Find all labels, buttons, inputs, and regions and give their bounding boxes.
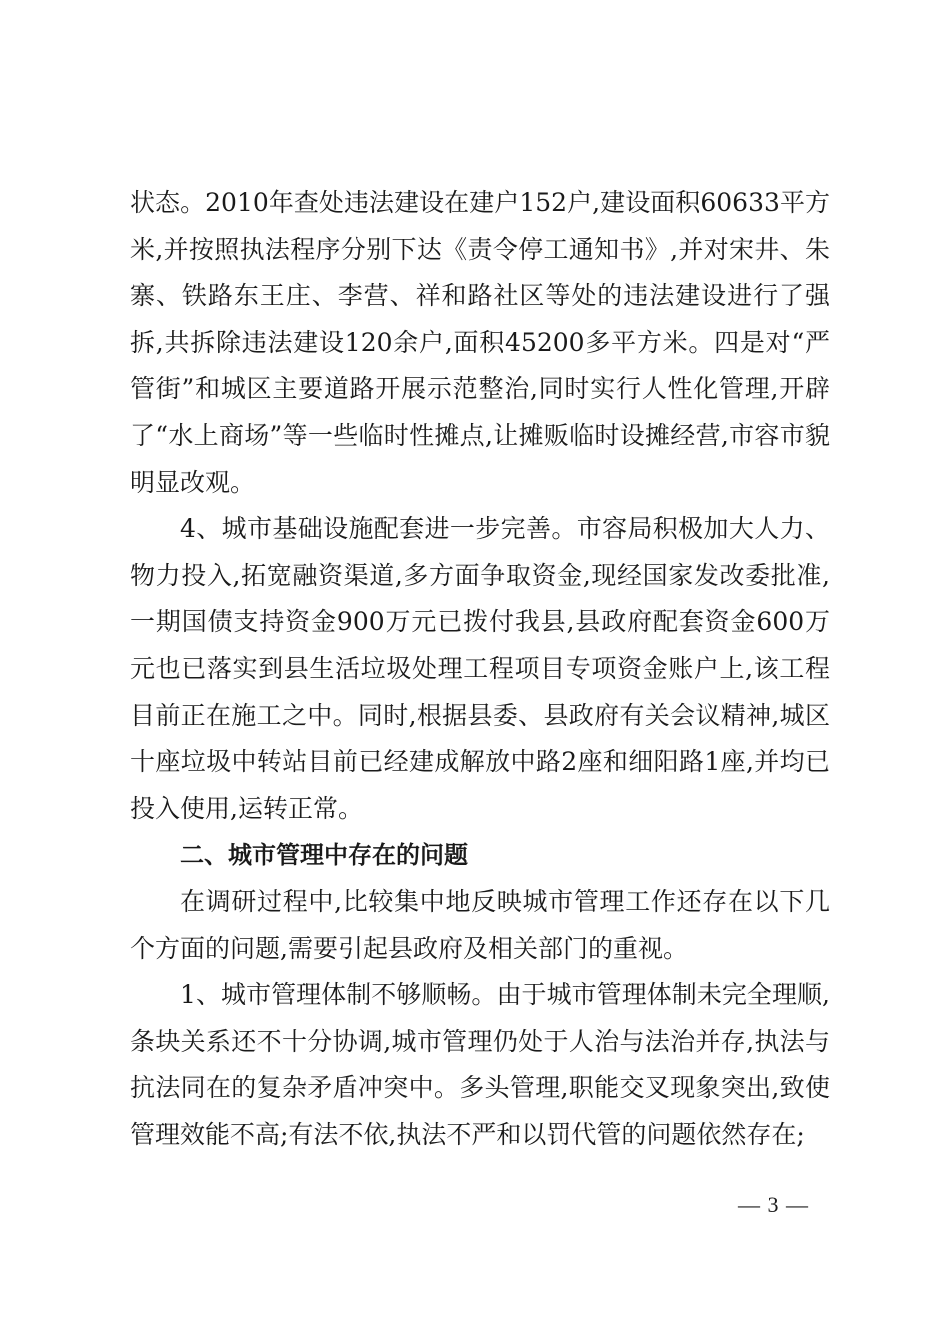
page-number: — 3 — [738, 1192, 809, 1217]
paragraph-item-4: 4、城市基础设施配套进一步完善。市容局积极加大人力、物力投入,拓宽融资渠道,多方面争取资金,现经国家发改委批准,一期国债支持资金900万元已拨付我县,县政府配套资金600万元也已落实到县生活垃圾处理工程项目专项资金账户上,该工程目前正在施工之中。同时,根据县委、县政府有关会议精神,城区十座垃圾中转站目前已经建成解放中路2座和细阳路1座,并均已投入使用,运转正常。 [130, 514, 830, 823]
paragraph-section-intro: 在调研过程中,比较集中地反映城市管理工作还存在以下几个方面的问题,需要引起县政府及相关部门的重视。 [130, 886, 830, 963]
paragraph-item-1: 1、城市管理体制不够顺畅。由于城市管理体制未完全理顺,条块关系还不十分协调,城市管理仍处于人治与法治并存,执法与抗法同在的复杂矛盾冲突中。多头管理,职能交叉现象突出,致使管理效能不高;有法不依,执法不严和以罚代管的问题依然存在; [130, 980, 830, 1149]
paragraph-continuation: 状态。2010年查处违法建设在建户152户,建设面积60633平方米,并按照执法程序分别下达《责令停工通知书》,并对宋井、朱寨、铁路东王庄、李营、祥和路社区等处的违法建设进行了强拆,共拆除违法建设120余户,面积45200多平方米。四是对“严管街”和城区主要道路开展示范整治,同时实行人性化管理,开辟了“水上商场”等一些临时性摊点,让摊贩临时设摊经营,市容市貌明显改观。 [130, 188, 830, 497]
section-heading: 二、城市管理中存在的问题 [180, 841, 468, 870]
document-page [130, 180, 830, 1158]
